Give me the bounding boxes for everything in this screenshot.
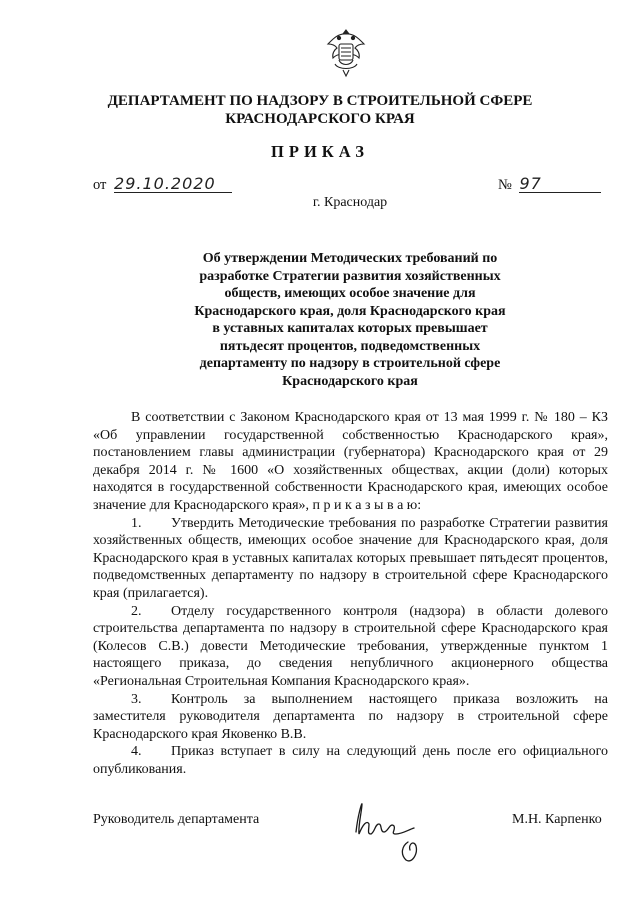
date-prefix: от [93, 177, 107, 193]
number-prefix: № [498, 177, 512, 193]
signatory-position: Руководитель департамента [93, 812, 260, 827]
preamble-paragraph: В соответствии с Законом Краснодарского края от 13 мая 1999 г. № 180 – КЗ «Об управлении государственной собственностью Краснодарского края», постановлением главы администрации (губернатора) Краснодарского края от 29 декабря 2014 г. № 1600 «О хозяйственных обществах, акции (доли) которых находятся в государственной собственности Краснодарского края, имеющих особое значение для Краснодарского края», п р и к а з ы в а ю: [93, 410, 608, 513]
title-line: разработке Стратегии развития хозяйственных [199, 268, 501, 284]
city-label: г. Краснодар [312, 195, 388, 210]
order-item-4 [93, 743, 608, 778]
order-item-3 [93, 691, 608, 744]
item-number: 1. [131, 515, 142, 531]
number-value: 97 [519, 176, 601, 193]
item-text: Утвердить Методические требования по разработке Стратегии развития хозяйственных обществ, имеющих особое значение для Краснодарского края, доля Краснодарского края в уставных капиталах которых превышает пятьдесят процентов, подведомственных департаменту по надзору в строительной сфере Краснодарского края (прилагается). [93, 515, 608, 601]
item-number: 3. [131, 691, 142, 707]
title-line: обществ, имеющих особое значение для [224, 286, 476, 301]
body-text [93, 409, 608, 778]
signatory-name: М.Н. Карпенко [512, 812, 602, 827]
order-item-1 [93, 515, 608, 603]
item-text: Контроль за выполнением настоящего приказа возложить на заместителя руководителя департамента по надзору в строительной сфере Краснодарского края Яковенко В.В. [93, 691, 608, 742]
title-line: Об утверждении Методических требований по [202, 251, 498, 266]
org-name-line2: КРАСНОДАРСКОГО КРАЯ [225, 111, 415, 127]
coat-of-arms-emblem [325, 26, 367, 78]
number-field [498, 176, 601, 194]
document-title [150, 250, 550, 390]
org-name-line1: ДЕПАРТАМЕНТ ПО НАДЗОРУ В СТРОИТЕЛЬНОЙ СФЕРЕ [107, 93, 533, 109]
date-value: 29.10.2020 [114, 176, 232, 193]
title-line: в уставных капиталах которых превышает [212, 321, 488, 336]
title-line: пятьдесят процентов, подведомственных [219, 338, 481, 354]
title-line: Краснодарского края, доля Краснодарского края [194, 303, 506, 319]
order-item-2 [93, 603, 608, 691]
handwritten-signature [348, 790, 448, 870]
document-type-heading: ПРИКАЗ [271, 142, 369, 161]
item-number: 2. [131, 603, 142, 619]
title-line: департаменту по надзору в строительной сфере [199, 356, 501, 371]
item-number: 4. [131, 744, 142, 760]
item-text: Приказ вступает в силу на следующий день после его официального опубликования. [93, 744, 608, 777]
item-text: Отделу государственного контроля (надзора) в области долевого строительства департамента по надзору в строительной сфере Краснодарского края (Колесов С.В.) довести Методические требования, утвержденные пунктом 1 настоящего приказа, до сведения непубличного акционерного общества «Региональная Строительная Компания Краснодарского края». [93, 603, 608, 689]
date-field [93, 176, 232, 194]
title-line: Краснодарского края [282, 373, 418, 389]
